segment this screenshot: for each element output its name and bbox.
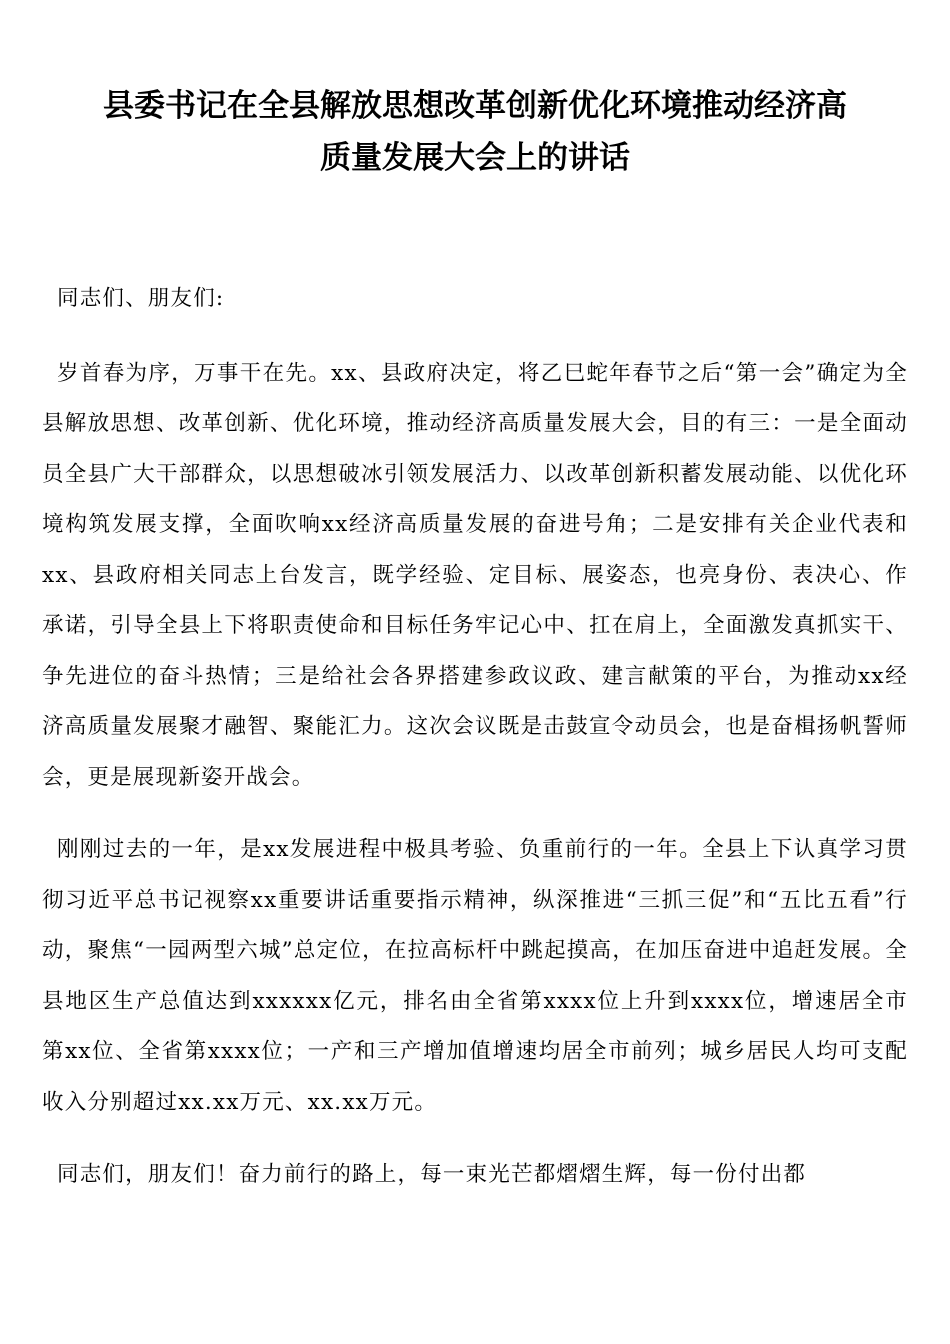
paragraph-1: 岁首春为序，万事干在先。xx、县政府决定，将乙巳蛇年春节之后“第一会”确定为全县解放思想、改革创新、优化环境，推动经济高质量发展大会，目的有三：一是全面动员全县广大干部群众，以思想破冰引领发展活力、以改革创新积蓄发展动能、以优化环境构筑发展支撑，全面吹响xx经济高质量发展的奋进号角；二是安排有关企业代表和xx、县政府相关同志上台发言，既学经验、定目标、展姿态，也亮身份、表决心、作承诺，引导全县上下将职责使命和目标任务牢记心中、扛在肩上，全面激发真抓实干、争先进位的奋斗热情；三是给社会各界搭建参政议政、建言献策的平台，为推动xx经济高质量发展聚才融智、聚能汇力。这次会议既是击鼓宣令动员会，也是奋楫扬帆誓师会，更是展现新姿开战会。 bbox=[42, 360, 908, 790]
title-line-1: 县委书记在全县解放思想改革创新优化环境推动经济高 bbox=[103, 88, 847, 124]
document-body bbox=[42, 274, 908, 1223]
paragraph-2: 刚刚过去的一年，是xx发展进程中极具考验、负重前行的一年。全县上下认真学习贯彻习近平总书记视察xx重要讲话重要指示精神，纵深推进“三抓三促”和“五比五看”行动，聚焦“一园两型六城”总定位，在拉高标杆中跳起摸高，在加压奋进中追赶发展。全县地区生产总值达到xxxxxx亿元，排名由全省第xxxx位上升到xxxx位，增速居全市第xx位、全省第xxxx位；一产和三产增加值增速均居全市前列；城乡居民人均可支配收入分别超过xx.xx万元、xx.xx万元。 bbox=[42, 837, 908, 1115]
title-line-2: 质量发展大会上的讲话 bbox=[320, 140, 630, 176]
document-title bbox=[40, 80, 910, 184]
paragraph-3: 同志们，朋友们！奋力前行的路上，每一束光芒都熠熠生辉，每一份付出都 bbox=[57, 1162, 807, 1187]
salutation: 同志们、朋友们: bbox=[57, 286, 225, 311]
